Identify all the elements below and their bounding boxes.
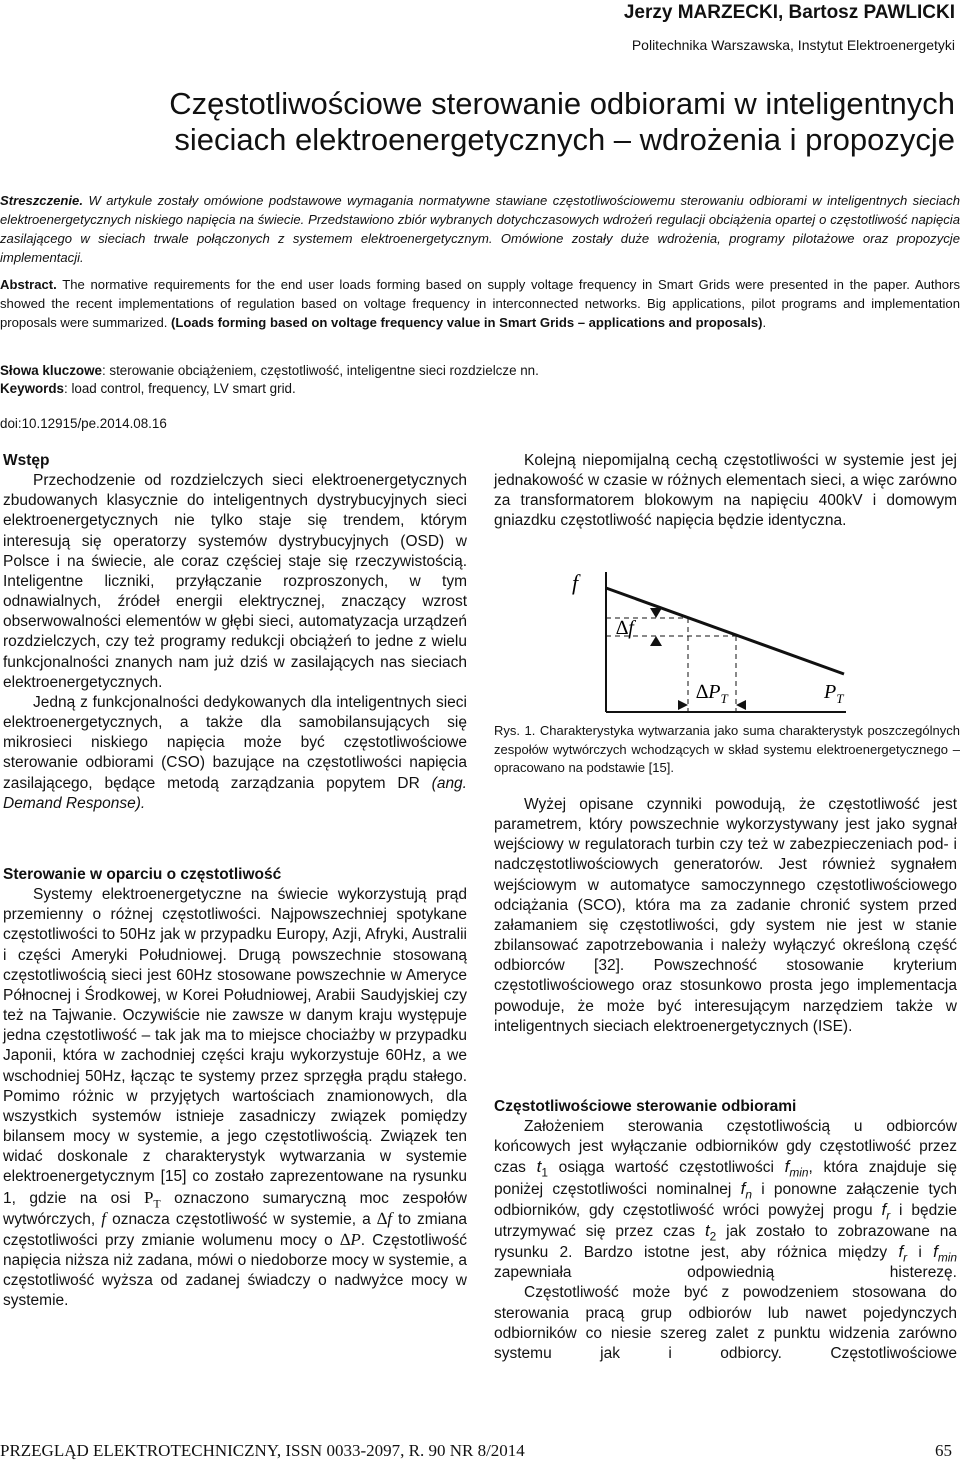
figure-characteristic-line bbox=[606, 588, 844, 674]
sec3-t2-letter: t bbox=[704, 1220, 710, 1240]
wstep-paragraph-2-text: Jedną z funkcjonalności dedykowanych dla inteligentnych sieci elektroenergetycznych, a także dla samobilansujących się mikrosieci niskiego napięcia może być częstotliwościowe sterowanie odbiorami (CSO) bazujące na częstotliwości napięcia zasilającego, będące metodą zarządzania popytem DR bbox=[3, 693, 467, 792]
figure-1-caption: Rys. 1. Charakterystyka wytwarzania jako suma charakterystyk poszczególnych zespołów wytwórczych wchodzących w skład systemu elektroenergetycznego – opracowano na podstawie [15]. bbox=[494, 723, 960, 775]
sec3-fr bbox=[881, 1199, 891, 1223]
frequency-load-control-paragraph-1 bbox=[494, 1117, 957, 1283]
figure-label-delta-p bbox=[696, 681, 728, 706]
keywords-english-label: Keywords bbox=[0, 381, 64, 396]
sec2-pt-sub: T bbox=[153, 1195, 161, 1210]
affiliation: Politechnika Warszawska, Instytut Elektroenergetyki bbox=[631, 37, 955, 53]
section-frequency-load-control bbox=[494, 1097, 957, 1364]
sec3-fn-sub: n bbox=[745, 1187, 752, 1202]
keywords-polish-label: Słowa kluczowe bbox=[0, 363, 102, 378]
sec3-text-c: , która znajduje się poniżej częstotliwości nominalnej bbox=[494, 1159, 957, 1198]
sec3-fr-2-sub: r bbox=[903, 1250, 908, 1265]
title-line-2: sieciach elektroenergetycznych – wdrożenia i propozycje bbox=[174, 122, 955, 157]
abstract-polish-text: W artykule zostały omówione podstawowe wymagania normatywne stawiane częstotliwościowemu sterowaniu odbiorami w inteligentnych sieciach elektroenergetycznych niskiego napięcia na świecie. Przedstawiono zbiór wybranych dotychczasowych wdrożeń regulacji obciążenia opartej o częstotliwość napięcia zasilającego w sieciach trwale połączonych z systemem elektroenergetycznym. Omówione zostały duże wdrożenia, programy pilotażowe oraz propozycje implementacji. bbox=[0, 193, 960, 265]
left-column bbox=[3, 451, 467, 814]
frequency-load-control-paragraph-2: Częstotliwość może być z powodzeniem stosowana do sterowania pracą grup odbiorów lub nawet pojedynczych odbiorników co niesie szereg zalet z punktu widzenia zarówno systemu jak i odbiorcy. Częstotliwościowe bbox=[494, 1284, 957, 1362]
sec3-text-e: i będzie utrzymywać się przez czas bbox=[494, 1201, 957, 1240]
figure-arrow-delta-p-left bbox=[678, 700, 688, 710]
title-line-1: Częstotliwościowe sterowanie odbiorami w inteligentnych bbox=[169, 86, 955, 121]
figure-arrow-delta-f-top bbox=[650, 608, 662, 618]
right-paragraph-1: Kolejną niepomijalną cechą częstotliwości w systemie jest jej jednakowość w czasie w różnych elementach sieci, a więc zarówno za transformatorem blokowym na napięciu 400kV i domowym gniazdku częstotliwość napięcia będzie identyczna. bbox=[494, 452, 957, 530]
sec2-delta-p: ∆P bbox=[339, 1229, 361, 1249]
wstep-paragraph-2 bbox=[3, 693, 467, 814]
sec3-fmin-2-sub: min bbox=[937, 1250, 957, 1265]
section-title-wstep: Wstęp bbox=[3, 452, 50, 469]
sec2-pt bbox=[143, 1187, 161, 1210]
abstract-polish-label: Streszczenie. bbox=[0, 193, 83, 208]
sec3-fmin-sub: min bbox=[789, 1165, 809, 1180]
figure-arrow-delta-f-bottom bbox=[650, 636, 662, 646]
sec2-pt-letter: P bbox=[143, 1187, 154, 1207]
sec3-text-d: i ponowne załączenie tych odbiorników, gdy częstotliwość wróci powyżej progu bbox=[494, 1180, 957, 1219]
sec3-fmin-2 bbox=[933, 1242, 957, 1265]
sec3-text-a: Założeniem sterowania częstotliwością u odbiorców końcowych jest wyłączanie odbiorników gdy częstotliwość przez czas bbox=[494, 1118, 957, 1177]
figure-label-f: f bbox=[572, 570, 579, 595]
sec3-fmin-2-letter: f bbox=[933, 1242, 938, 1262]
sec3-fn-letter: f bbox=[740, 1178, 746, 1198]
sec2-text-c: oznacza częstotliwość w systemie, a bbox=[105, 1210, 377, 1228]
sec3-fr-letter: f bbox=[881, 1199, 887, 1219]
abstract-english-text: The normative requirements for the end user loads forming based on supply voltage frequency in Smart Grids were presented in the paper. Authors showed the recent implementations of regulation based on voltage frequency in interconnected networks. Big applications, pilot programs and implementation proposals were summarized. bbox=[0, 277, 960, 330]
sec3-t2 bbox=[704, 1220, 717, 1244]
sec3-t1-letter: t bbox=[536, 1157, 542, 1177]
sec2-text-e: . Częstotliwość napięcia niższa niż zadana, mówi o niedoborze mocy w systemie, a częstotliwość wyższa od zadanej świadczy o nadwyżce mocy w systemie. bbox=[3, 1231, 467, 1310]
sec3-fmin-letter: f bbox=[784, 1157, 790, 1177]
sec3-fmin bbox=[784, 1157, 809, 1180]
authors: Jerzy MARZECKI, Bartosz PAWLICKI bbox=[623, 2, 955, 23]
sec2-delta-f: ∆f bbox=[376, 1208, 392, 1228]
section-frequency-control bbox=[3, 865, 467, 1311]
paper-title bbox=[70, 86, 955, 158]
sec3-t1 bbox=[536, 1157, 548, 1180]
abstract-english-title: (Loads forming based on voltage frequency value in Smart Grids – applications and proposals) bbox=[171, 315, 763, 330]
sec3-fr-sub: r bbox=[886, 1208, 891, 1223]
abstract-english-label: Abstract. bbox=[0, 277, 57, 292]
figure-label-pt-sub: T bbox=[836, 691, 844, 706]
sec2-text-d: to zmiana częstotliwości przy zmianie wolumenu mocy o bbox=[3, 1210, 467, 1249]
sec3-text-g: i bbox=[907, 1244, 934, 1262]
sec3-fr-2-letter: f bbox=[898, 1242, 904, 1262]
abstract-english-end: . bbox=[762, 315, 767, 330]
figure-label-delta-p-letter: ∆P bbox=[696, 681, 721, 703]
doi: doi:10.12915/pe.2014.08.16 bbox=[0, 416, 167, 431]
abstract-polish bbox=[0, 191, 960, 267]
right-column-bottom bbox=[494, 795, 957, 1362]
abstract-english bbox=[0, 275, 960, 332]
keywords-polish bbox=[0, 361, 960, 380]
sec3-text-h: zapewniała odpowiednią histerezę. bbox=[494, 1264, 957, 1282]
figure-label-pt bbox=[823, 681, 844, 706]
figure-arrow-delta-p-right bbox=[736, 700, 746, 710]
sec3-text-f: jak zostało to zobrazowane na rysunku 2. Bardzo istotne jest, aby różnica między bbox=[494, 1222, 957, 1262]
wstep-paragraph-1: Przechodzenie od rozdzielczych sieci elektroenergetycznych zbudowanych klasycznie do inteligentnych dystrybucyjnych sieci elektroenergetycznych nie tylko staje się trendem, którym interesują się operatorzy systemów dystrybucyjnych (OSD) w Polsce i na świecie, ale coraz częściej staje się rzeczywistością. Inteligentne liczniki, przyłączanie rozproszonych, w tym odnawialnych, źródeł energii elektrycznej, znaczący wzrost obserwowalności elementów w głębi sieci, automatyzacja urządzeń rozdzielczych, czy też programy redukcji obciążeń to jedne z wielu funkcjonalności znanych nam już dziś w zasilających nas sieciach elektroenergetycznych. bbox=[3, 472, 467, 691]
sec2-text-b: oznaczono sumaryczną moc zespołów wytwórczych, bbox=[3, 1189, 467, 1228]
keywords-polish-text: : sterowanie obciążeniem, częstotliwość, inteligentne sieci rozdzielcze nn. bbox=[101, 363, 539, 378]
right-column-top bbox=[494, 451, 957, 532]
wstep-paragraph-2-italic: (ang. Demand Response). bbox=[3, 774, 467, 812]
frequency-control-paragraph bbox=[3, 885, 467, 1311]
figure-1-characteristic bbox=[566, 562, 862, 724]
figure-label-delta-p-sub: T bbox=[720, 691, 728, 706]
sec2-f: f bbox=[101, 1208, 106, 1228]
section-title-frequency-load-control: Częstotliwościowe sterowanie odbiorami bbox=[494, 1098, 797, 1115]
figure-label-pt-letter: P bbox=[824, 681, 837, 703]
figure-label-delta-f: ∆f bbox=[616, 617, 634, 639]
sec3-fn bbox=[740, 1178, 752, 1202]
sec3-fr-2 bbox=[898, 1242, 908, 1265]
keywords-english-text: : load control, frequency, LV smart grid. bbox=[64, 381, 296, 396]
keywords-english bbox=[0, 379, 960, 398]
sec3-t2-sub: 2 bbox=[709, 1229, 717, 1244]
sec3-t1-sub: 1 bbox=[541, 1165, 548, 1180]
footer-page-number: 65 bbox=[935, 1441, 952, 1460]
footer-journal: PRZEGLĄD ELEKTROTECHNICZNY, ISSN 0033-2097, R. 90 NR 8/2014 bbox=[0, 1441, 525, 1460]
right-paragraph-2: Wyżej opisane czynniki powodują, że częstotliwość jest parametrem, który powszechnie wykorzystywany jest jako sygnał wejściowy w regulatorach turbin czy też w zabezpieczeniach pod- i nadczęstotliwościowych generatorów. Jest również sygnałem wejściowym w automatyce samoczynnego częstotliwościowego odciążania (SCO), która ma za zadanie chronić system przed załamaniem się częstotliwości, gdy system nie jest w stanie zbilansować zapotrzebowania i należy wyłączyć określoną część odbiorców [32]. Powszechność stosowanie kryterium częstotliwościowego oraz stosunkowo prosta jego implementacja powoduje, że może być interesującym narzędziem także w inteligentnych sieciach elektroenergetycznych (ISE). bbox=[494, 796, 957, 1035]
sec2-text-a: Systemy elektroenergetyczne na świecie wykorzystują prąd przemienny o różnej częstotliwości. Najpowszechniej spotykane częstotliwości to 50Hz jak w przypadku Europy, Azji, Afryki, Australii i części Ameryki Południowej. Drugą powszechnie stosowaną częstotliwością sieci jest 60Hz stosowane powszechnie w Ameryce Północnej i Środkowej, w Korei Południowej, Arabii Saudyjskiej czy też na Tajwanie. Oczywiście nie zawsze w danym kraju występuje jedna częstotliwość – tak jak ma to miejsce chociażby w przypadku Japonii, która w zachodniej części kraju wykorzystuje 60Hz, a we wschodniej 50Hz, łącząc te systemy przez sprzęgła prądu stałego. Pomimo różnic w przyjętych wartościach znamionowych, dla wszystkich systemów istnieje zasadniczy związek pomiędzy bilansem mocy w systemie, a jego częstotliwością. Związek ten widać doskonale z charakterystyk wytwarzania w systemie elektroenergetycznym [15] co zostało zaprezentowane na rysunku 1, gdzie na osi bbox=[3, 886, 467, 1207]
sec3-text-b: osiąga wartość częstotliwości bbox=[547, 1159, 785, 1177]
section-title-frequency-control: Sterowanie w oparciu o częstotliwość bbox=[3, 866, 282, 883]
